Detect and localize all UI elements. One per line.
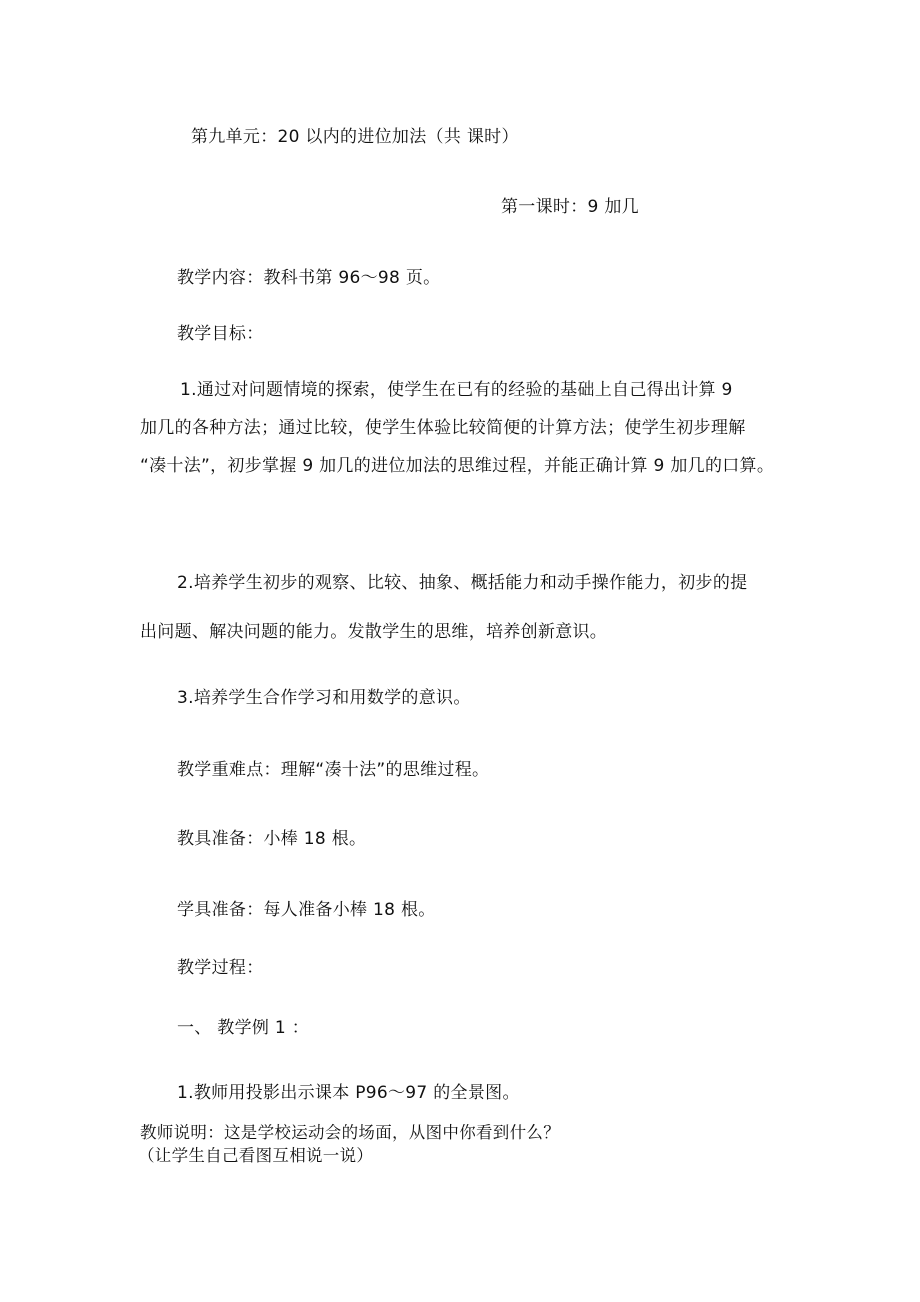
teacher-explanation: 教师说明：这是学校运动会的场面，从图中你看到什么？ — [140, 1123, 560, 1142]
lesson-title: 第一课时：9 加几 — [501, 197, 639, 217]
goal-1-line-1: 1.通过对问题情境的探索，使学生在已有的经验的基础上自己得出计算 9 — [180, 380, 733, 400]
goal-2-line-2: 出问题、解决问题的能力。发散学生的思维，培养创新意识。 — [140, 622, 608, 642]
goals-heading: 教学目标： — [177, 324, 264, 344]
student-activity: （让学生自己看图互相说一说） — [138, 1146, 374, 1165]
goal-2-line-1: 2.培养学生初步的观察、比较、抽象、概括能力和动手操作能力，初步的提 — [177, 573, 748, 593]
unit-title: 第九单元：20 以内的进位加法（共 课时） — [191, 127, 519, 147]
goal-3: 3.培养学生合作学习和用数学的意识。 — [177, 688, 471, 708]
section-1-heading: 一、 教学例 1 ： — [177, 1018, 310, 1038]
key-points: 教学重难点：理解“凑十法”的思维过程。 — [177, 760, 490, 780]
teacher-tools: 教具准备：小棒 18 根。 — [177, 829, 367, 849]
step-1: 1.教师用投影出示课本 P96～97 的全景图。 — [177, 1083, 520, 1103]
goal-1-line-2: 加几的各种方法；通过比较，使学生体验比较简便的计算方法；使学生初步理解 — [140, 418, 746, 438]
process-heading: 教学过程： — [177, 958, 264, 978]
student-tools: 学具准备：每人准备小棒 18 根。 — [177, 900, 436, 920]
goal-1-line-3: “凑十法”，初步掌握 9 加几的进位加法的思维过程，并能正确计算 9 加几的口算。 — [140, 456, 775, 476]
teaching-content: 教学内容：教科书第 96～98 页。 — [177, 268, 441, 288]
